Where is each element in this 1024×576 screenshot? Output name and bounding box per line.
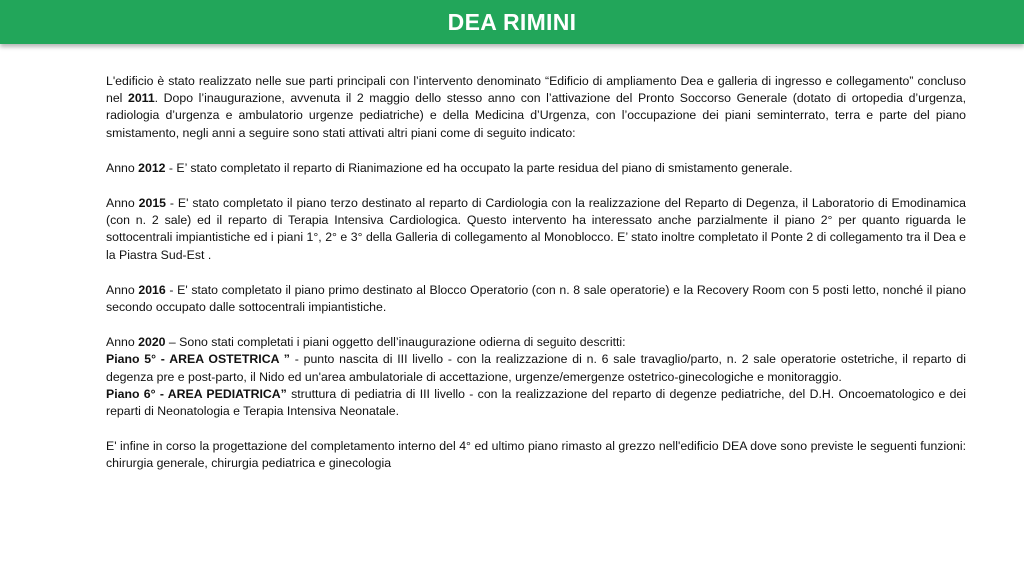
paragraph-2016 [106,282,966,316]
piano-5-label: Piano 5° - AREA OSTETRICA ” [106,352,290,367]
piano-6-text: struttura di pediatria di III livello - con la realizzazione del reparto di degenze pediatriche, del D.H. Oncoematologico e dei reparti di Neonatologia e Terapia Intensiva Neonatale. [106,386,966,419]
year-2016: 2016 [138,282,166,297]
title-bar [0,0,1024,44]
year-2020: 2020 [138,335,166,350]
year-2012: 2012 [138,160,166,175]
page-title: DEA RIMINI [447,8,577,35]
paragraph-2020 [106,334,966,351]
year-2015: 2015 [138,196,166,211]
intro-text-start: L'edificio è stato realizzato nelle sue parti principali con l’intervento denominato “Edificio di ampliamento Dea e galleria di ingresso e collegamento” concluso nel [106,74,966,106]
year-prefix: Anno [106,160,139,175]
final-paragraph: E' infine in corso la progettazione del completamento interno del 4° ed ultimo piano rimasto al grezzo nell'edificio DEA dove sono previste le seguenti funzioni: chirurgia generale, chirurgia pediatrica e ginecologia [106,439,966,471]
paragraph-2012 [106,160,966,177]
paragraph-piano-5 [106,351,966,385]
paragraph-2015 [106,195,966,264]
document-body [106,73,966,473]
text-2020: – Sono stati completati i piani oggetto dell’inaugurazione odierna di seguito descritti: [165,335,626,350]
intro-paragraph [106,73,966,142]
year-prefix: Anno [106,282,139,297]
year-prefix: Anno [106,196,139,211]
intro-year: 2011 [127,91,155,106]
year-prefix: Anno [106,335,139,350]
text-2012: - E’ stato completato il reparto di Rianimazione ed ha occupato la parte residua del piano di smistamento generale. [165,160,793,175]
text-2016: - E' stato completato il piano primo destinato al Blocco Operatorio (con n. 8 sale operatorie) e la Recovery Room con 5 posti letto, nonché il piano secondo occupato dalle sottocentrali impiantistiche. [106,282,966,315]
piano-6-label: Piano 6° - AREA PEDIATRICA” [106,386,287,401]
intro-text-end: . Dopo l’inaugurazione, avvenuta il 2 maggio dello stesso anno con l’attivazione del Pronto Soccorso Generale (dotato di ortopedia d’urgenza, radiologia d’urgenza e ambulatorio urgenze pediatriche) e della Medicina d’Urgenza, con l’occupazione dei piani seminterrato, terra e parte del piano smistamento, negli anni a seguire sono stati attivati altri piani come di seguito indicato: [106,91,967,140]
text-2015: - E' stato completato il piano terzo destinato al reparto di Cardiologia con la realizzazione del Reparto di Degenza, il Laboratorio di Emodinamica (con n. 2 sale) ed il reparto di Terapia Intensiva Cardiologica. Questo intervento ha interessato anche parzialmente il piano 2° per quanto riguarda le sottocentrali impiantistiche ed i piani 1°, 2° e 3° della Galleria di collegamento al Monoblocco. E’ stato inoltre completato il Ponte 2 di collegamento tra il Dea e la Piastra Sud-Est . [106,196,966,262]
piano-5-text: - punto nascita di III livello - con la realizzazione di n. 6 sale travaglio/parto, n. 2 sale operatorie ostetriche, il reparto di degenza pre e post-parto, il Nido ed un'area ambulatoriale di accettazione, urgenze/emergenze ostetrico-ginecologiche e monitoraggio. [106,352,966,384]
paragraph-piano-6 [106,386,966,420]
